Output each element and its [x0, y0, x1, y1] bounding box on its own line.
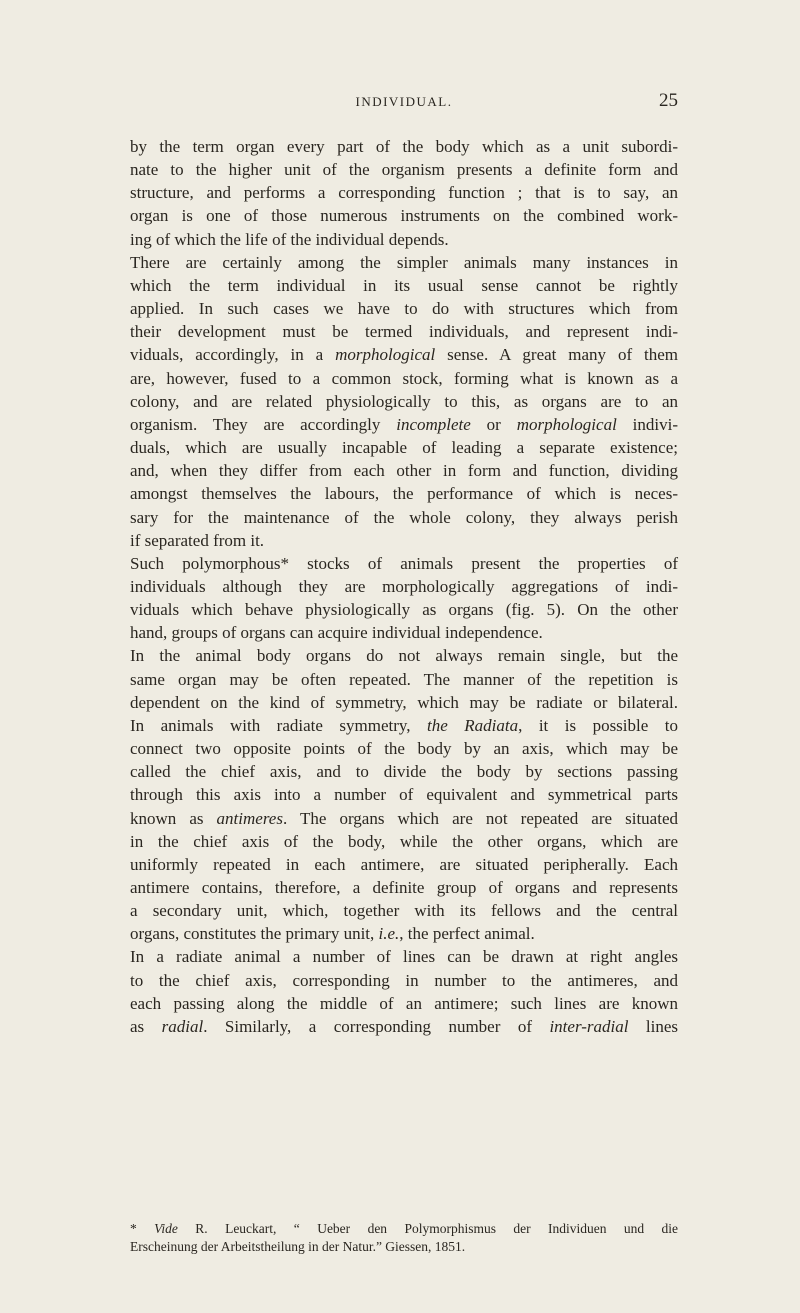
text-segment: . The organs which are not repeated are situated [282, 808, 678, 828]
text-segment: organism. They are accordingly [130, 414, 397, 434]
footnote-line: Erscheinung der Arbeitstheilung in der Natur.” Giessen, 1851. [130, 1239, 466, 1254]
text-line: applied. In such cases we have to do with structures which from [130, 299, 678, 319]
text-segment: as [130, 1016, 162, 1036]
text-line [130, 922, 678, 945]
footnote-vide: Vide [154, 1221, 178, 1236]
text-line: and, when they differ from each other in form and function, dividing [130, 461, 678, 481]
text-line: same organ may be often repeated. The manner of the repetition is [130, 669, 678, 689]
text-line: duals, which are usually incapable of leading a separate existence; [130, 438, 678, 458]
text-segment: known as [130, 808, 217, 828]
footnote-text: R. Leuckart, “ Ueber den Polymorphismus der Individuen und die [177, 1221, 679, 1236]
running-title: INDIVIDUAL. [355, 94, 453, 109]
text-line: There are certainly among the simpler animals many instances in [130, 252, 678, 272]
text-line [130, 343, 678, 366]
page-number: 25 [659, 90, 678, 111]
text-line: colony, and are related physiologically to this, as organs are to an [130, 391, 678, 411]
text-line: by the term organ every part of the body which as a unit subordi- [130, 137, 678, 156]
text-line: to the chief axis, corresponding in number to the antimeres, and [130, 970, 678, 990]
text-line: nate to the higher unit of the organism presents a definite form and [130, 160, 678, 180]
footnote-line [130, 1220, 678, 1238]
text-line: connect two opposite points of the body by an axis, which may be [130, 739, 678, 759]
text-line: called the chief axis, and to divide the body by sections passing [130, 762, 678, 782]
text-line: each passing along the middle of an antimere; such lines are known [130, 993, 678, 1013]
text-segment: or [470, 414, 517, 434]
italic-term: inter-radial [549, 1016, 629, 1036]
text-segment: organs, constitutes the primary unit, [130, 924, 379, 944]
text-line [130, 1015, 678, 1038]
body-text [130, 135, 678, 1038]
text-line: In a radiate animal a number of lines can be drawn at right angles [130, 947, 678, 967]
text-line: individuals although they are morphologically aggregations of indi- [130, 576, 678, 596]
footnote-marker: * [130, 1221, 155, 1236]
text-line: sary for the maintenance of the whole colony, they always perish [130, 507, 678, 527]
italic-term: radial [161, 1016, 204, 1036]
text-line: ing of which the life of the individual depends. [130, 229, 449, 249]
text-line: if separated from it. [130, 530, 265, 550]
text-line: are, however, fused to a common stock, forming what is known as a [130, 368, 678, 388]
text-segment: lines [628, 1016, 679, 1036]
text-line: in the chief axis of the body, while the other organs, which are [130, 831, 678, 851]
text-line [130, 714, 678, 737]
text-line: uniformly repeated in each antimere, are situated peripherally. Each [130, 854, 678, 874]
text-line: viduals which behave physiologically as organs (fig. 5). On the other [130, 600, 678, 620]
italic-term: incomplete [396, 414, 471, 434]
text-line [130, 807, 678, 830]
text-line: dependent on the kind of symmetry, which may be radiate or bilateral. [130, 692, 678, 712]
text-line: a secondary unit, which, together with its fellows and the central [130, 901, 678, 921]
text-line: antimere contains, therefore, a definite group of organs and represents [130, 878, 678, 897]
text-segment: indivi- [616, 414, 678, 434]
text-segment: In animals with radiate symmetry, [130, 715, 428, 735]
text-segment: viduals, accordingly, in a [130, 345, 336, 365]
text-segment: sense. A great many of them [435, 345, 679, 365]
italic-term: antimeres [216, 808, 283, 828]
text-segment: , it is possible to [518, 715, 678, 735]
text-line: Such polymorphous* stocks of animals present the properties of [130, 553, 678, 573]
text-segment: , the perfect animal. [399, 924, 535, 944]
text-line: which the term individual in its usual sense cannot be rightly [130, 275, 678, 295]
text-segment: . Similarly, a corresponding number of [203, 1016, 550, 1036]
italic-term: morphological [335, 345, 436, 365]
text-line: hand, groups of organs can acquire individual independence. [130, 623, 543, 643]
text-line: In the animal body organs do not always remain single, but the [130, 646, 678, 666]
text-line: organ is one of those numerous instruments on the combined work- [130, 206, 678, 226]
running-head [130, 92, 678, 114]
footnote [130, 1220, 678, 1256]
italic-term: morphological [516, 414, 617, 434]
text-line: amongst themselves the labours, the performance of which is neces- [130, 484, 678, 504]
italic-term: the Radiata [427, 715, 519, 735]
text-line: structure, and performs a corresponding function ; that is to say, an [130, 183, 678, 203]
text-line: their development must be termed individuals, and represent indi- [130, 322, 678, 342]
text-line: through this axis into a number of equivalent and symmetrical parts [130, 785, 678, 805]
text-line [130, 413, 678, 436]
italic-term: i.e. [378, 924, 400, 944]
